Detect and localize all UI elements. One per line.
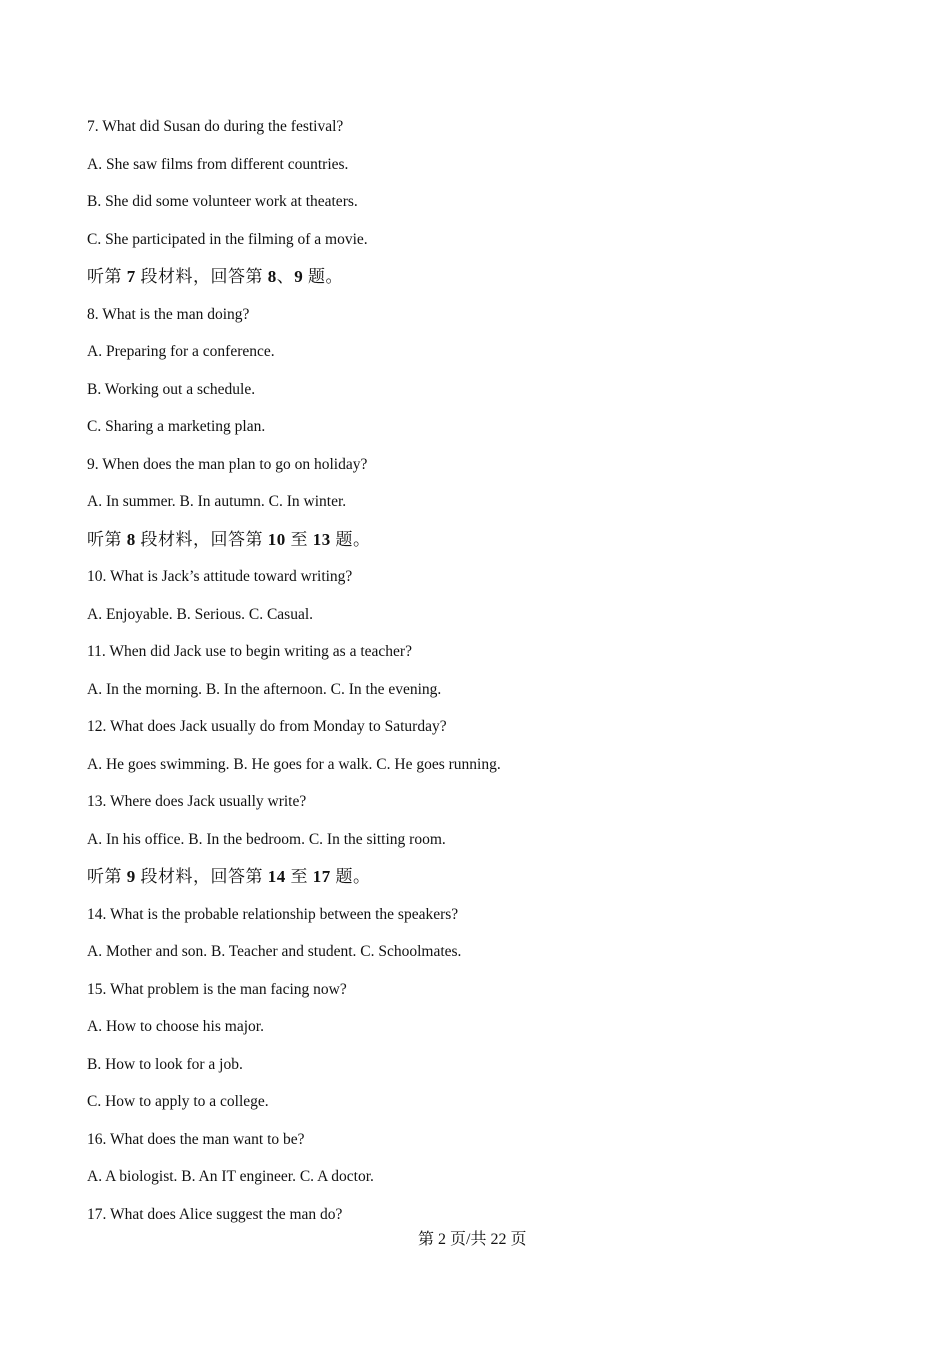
question-line: C. She participated in the filming of a movie. — [87, 230, 368, 248]
question-line: A. She saw films from different countries. — [87, 155, 349, 173]
section-text: 题。 — [303, 267, 343, 286]
question-line: B. She did some volunteer work at theaters. — [87, 193, 358, 210]
section-text: 段材料，回答第 — [135, 867, 268, 886]
question-line: A. Mother and son. B. Teacher and student. C. Schoolmates. — [87, 943, 462, 960]
question-line: C. How to apply to a college. — [87, 1093, 269, 1110]
question-line: 14. What is the probable relationship between the speakers? — [87, 905, 459, 923]
question-line: 12. What does Jack usually do from Monday to Saturday? — [87, 718, 447, 735]
question-line: A. In summer. B. In autumn. C. In winter. — [87, 493, 347, 510]
page-content — [87, 116, 887, 1241]
section-text: 、 — [276, 267, 295, 286]
question-line: 11. When did Jack use to begin writing as a teacher? — [87, 643, 412, 660]
section-instruction — [87, 866, 887, 904]
section-number: 8 — [267, 267, 277, 286]
section-number: 10 — [267, 529, 286, 549]
question-line: A. In the morning. B. In the afternoon. C. In the evening. — [87, 680, 442, 698]
question-line: 10. What is Jack’s attitude toward writing? — [87, 568, 353, 585]
section-instruction — [87, 529, 887, 567]
question-line: A. Enjoyable. B. Serious. C. Casual. — [87, 605, 314, 623]
section-number: 13 — [312, 529, 331, 549]
section-text: 题。 — [330, 867, 371, 886]
question-line: B. Working out a schedule. — [87, 380, 256, 398]
section-number: 17 — [312, 867, 331, 886]
section-number: 9 — [294, 267, 304, 286]
question-line: B. How to look for a job. — [87, 1055, 243, 1073]
section-text: 至 — [285, 867, 313, 886]
section-text: 段材料，回答第 — [135, 529, 268, 549]
question-line: A. Preparing for a conference. — [87, 343, 275, 360]
section-text: 段材料，回答第 — [135, 267, 268, 286]
section-text: 听第 — [87, 867, 127, 886]
question-line: 15. What problem is the man facing now? — [87, 980, 347, 998]
question-line: A. How to choose his major. — [87, 1018, 264, 1035]
section-instruction — [87, 266, 887, 304]
question-line: C. Sharing a marketing plan. — [87, 418, 266, 435]
section-text: 听第 — [87, 267, 127, 286]
section-text: 题。 — [330, 529, 371, 549]
section-number: 7 — [126, 267, 136, 286]
question-line: 9. When does the man plan to go on holiday? — [87, 455, 368, 473]
section-number: 14 — [267, 867, 286, 886]
question-line: 8. What is the man doing? — [87, 305, 250, 323]
question-line: 16. What does the man want to be? — [87, 1130, 305, 1148]
question-line: A. He goes swimming. B. He goes for a walk. C. He goes running. — [87, 755, 501, 773]
question-line: 7. What did Susan do during the festival? — [87, 118, 344, 135]
section-text: 听第 — [87, 529, 127, 549]
question-line: 17. What does Alice suggest the man do? — [87, 1205, 343, 1223]
question-line: A. In his office. B. In the bedroom. C. In the sitting room. — [87, 830, 446, 848]
question-line: 13. Where does Jack usually write? — [87, 793, 307, 810]
section-number: 9 — [126, 867, 136, 886]
page-footer: 第 2 页/共 22 页 — [418, 1231, 527, 1248]
section-number: 8 — [126, 529, 136, 549]
section-text: 至 — [285, 529, 313, 549]
question-line: A. A biologist. B. An IT engineer. C. A doctor. — [87, 1168, 374, 1185]
